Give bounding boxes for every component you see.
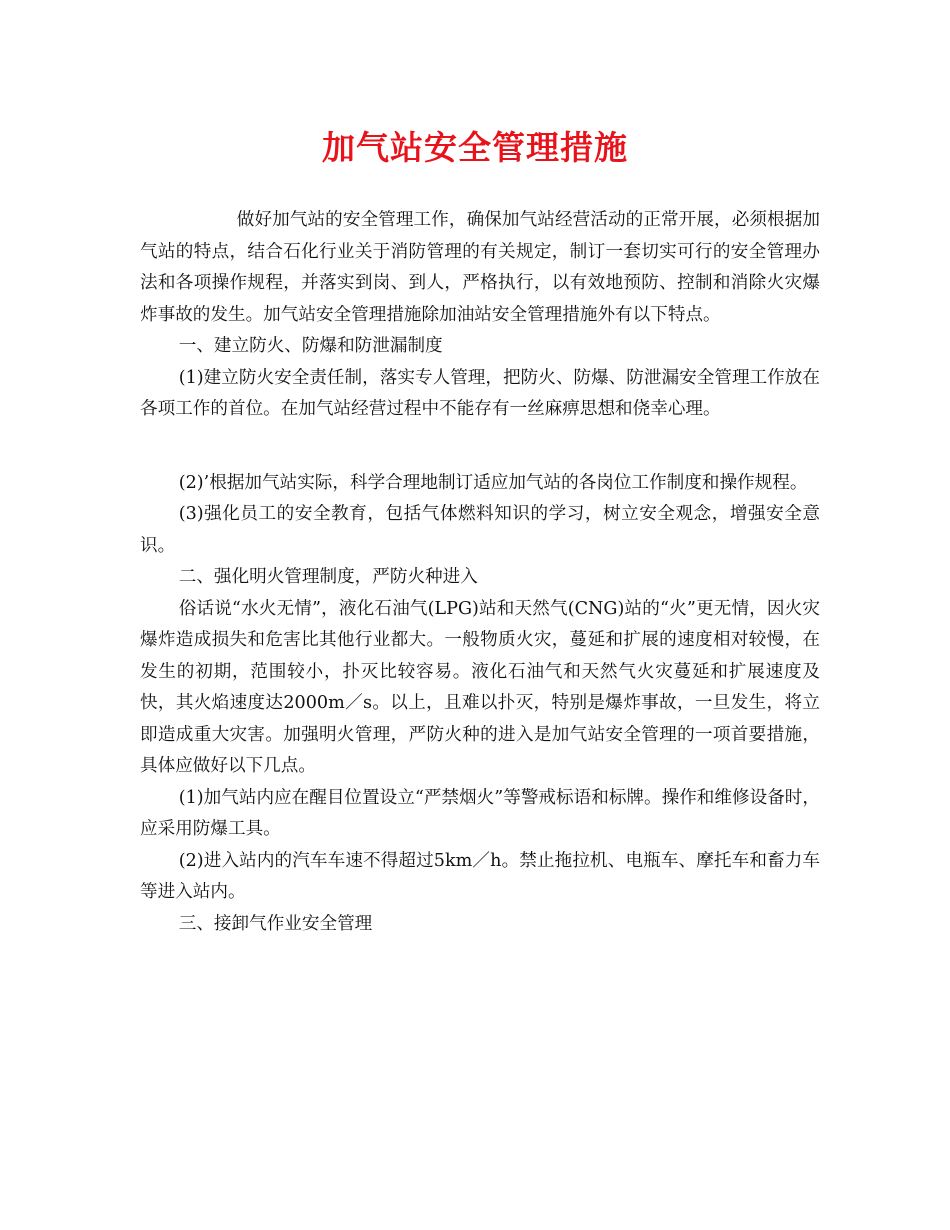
list-item-2-2: (2)进入站内的汽车车速不得超过5km／h。禁止拖拉机、电瓶车、摩托车和畜力车等进入站内。 [140,850,820,902]
section-heading-2: 二、强化明火管理制度，严防火种进入 [178,567,478,587]
document-body [140,205,820,940]
section-heading-3: 三、接卸气作业安全管理 [178,913,373,934]
page-title: 加气站安全管理措施 [322,128,628,167]
section-heading-1: 一、建立防火、防爆和防泄漏制度 [178,336,443,356]
list-item-1-1: (1)建立防火安全责任制，落实专人管理，把防火、防爆、防泄漏安全管理工作放在各项工作的首位。在加气站经营过程中不能存有一丝麻痹思想和侥幸心理。 [140,367,820,419]
list-item-2-1: (1)加气站内应在醒目位置设立“严禁烟火”等警戒标语和标牌。操作和维修设备时，应采用防爆工具。 [140,787,820,839]
list-item-1-2: (2)’根据加气站实际，科学合理地制订适应加气站的各岗位工作制度和操作规程。 [178,472,808,493]
section-2-paragraph: 俗话说“水火无情”，液化石油气(LPG)站和天然气(CNG)站的“火”更无情，因火灾爆炸造成损失和危害比其他行业都大。一般物质火灾，蔓延和扩展的速度相对较慢，在发生的初期，范围较小，扑灭比较容易。液化石油气和天然气火灾蔓延和扩展速度及快，其火焰速度达2000m／s。以上，且难以扑灭，特别是爆炸事故，一旦发生，将立即造成重大灾害。加强明火管理，严防火种的进入是加气站安全管理的一项首要措施，具体应做好以下几点。 [140,598,820,776]
intro-paragraph: 做好加气站的安全管理工作，确保加气站经营活动的正常开展，必须根据加气站的特点，结合石化行业关于消防管理的有关规定，制订一套切实可行的安全管理办法和各项操作规程，并落实到岗、到人，严格执行，以有效地预防、控制和消除火灾爆炸事故的发生。加气站安全管理措施除加油站安全管理措施外有以下特点。 [140,210,820,325]
list-item-1-3: (3)强化员工的安全教育，包括气体燃料知识的学习，树立安全观念，增强安全意识。 [140,504,820,556]
